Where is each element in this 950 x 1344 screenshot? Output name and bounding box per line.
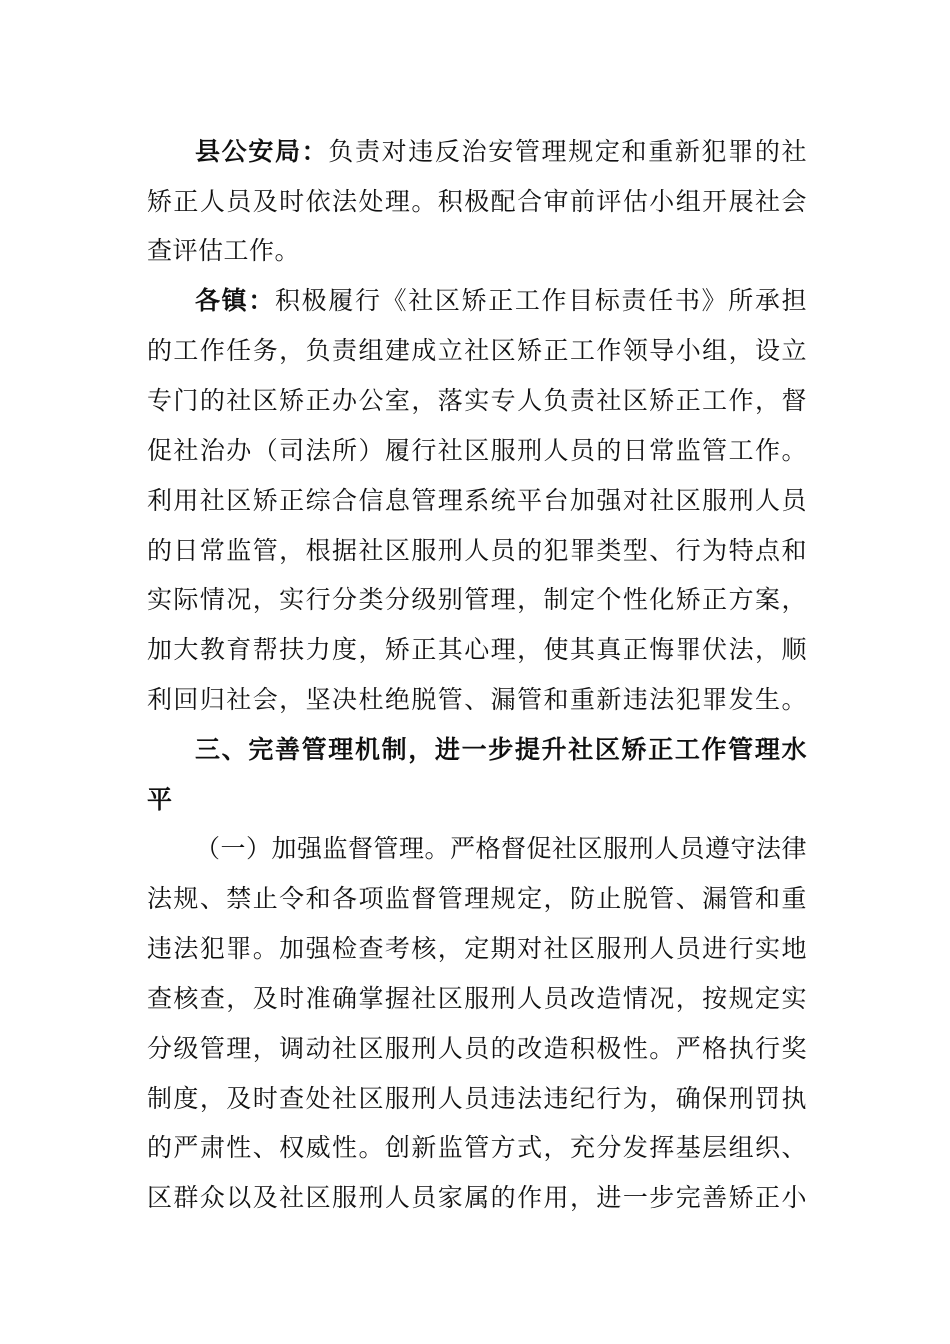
- section-heading-line-2: 平: [147, 785, 173, 814]
- paragraph-towns-line-1: [195, 286, 807, 316]
- section-one-line-6: 制度，及时查处社区服刑人员违法违纪行为，确保刑罚执: [147, 1084, 807, 1113]
- paragraph-towns-line-6: 的日常监管，根据社区服刑人员的犯罪类型、行为特点和: [147, 536, 807, 565]
- paragraph-police-line-3: 查评估工作。: [147, 236, 301, 265]
- paragraph-towns-line-5: 利用社区矫正综合信息管理系统平台加强对社区服刑人员: [147, 486, 807, 515]
- paragraph-police-line-2: 矫正人员及时依法处理。积极配合审前评估小组开展社会: [147, 187, 807, 216]
- paragraph-towns-label: 各镇：: [195, 286, 275, 315]
- paragraph-towns-line-2: 的工作任务，负责组建成立社区矫正工作领导小组，设立: [147, 336, 807, 365]
- section-one-line-3: 违法犯罪。加强检查考核，定期对社区服刑人员进行实地: [147, 934, 807, 963]
- section-one-line-8: 区群众以及社区服刑人员家属的作用，进一步完善矫正小: [147, 1183, 807, 1212]
- paragraph-police-text-1: 负责对违反治安管理规定和重新犯罪的社: [328, 137, 807, 166]
- paragraph-towns-line-4: 促社治办（司法所）履行社区服刑人员的日常监管工作。: [147, 436, 807, 465]
- paragraph-towns-line-3: 专门的社区矫正办公室，落实专人负责社区矫正工作，督: [147, 386, 807, 415]
- section-one-line-7: 的严肃性、权威性。创新监管方式，充分发挥基层组织、: [147, 1133, 807, 1162]
- paragraph-police-line-1: [195, 137, 807, 167]
- section-one-line-5: 分级管理，调动社区服刑人员的改造积极性。严格执行奖: [147, 1034, 807, 1063]
- section-one-line-2: 法规、禁止令和各项监督管理规定，防止脱管、漏管和重: [147, 884, 807, 913]
- section-heading-line-1: 三、完善管理机制，进一步提升社区矫正工作管理水: [195, 735, 807, 764]
- section-one-line-1: （一）加强监督管理。严格督促社区服刑人员遵守法律: [195, 834, 807, 863]
- paragraph-towns-text-1: 积极履行《社区矫正工作目标责任书》所承担: [274, 286, 807, 315]
- section-one-line-4: 查核查，及时准确掌握社区服刑人员改造情况，按规定实: [147, 984, 807, 1013]
- paragraph-towns-line-9: 利回归社会，坚决杜绝脱管、漏管和重新违法犯罪发生。: [147, 685, 807, 714]
- paragraph-towns-line-8: 加大教育帮扶力度，矫正其心理，使其真正悔罪伏法，顺: [147, 635, 807, 664]
- paragraph-police-label: 县公安局：: [195, 137, 329, 166]
- paragraph-towns-line-7: 实际情况，实行分类分级别管理，制定个性化矫正方案，: [147, 585, 807, 614]
